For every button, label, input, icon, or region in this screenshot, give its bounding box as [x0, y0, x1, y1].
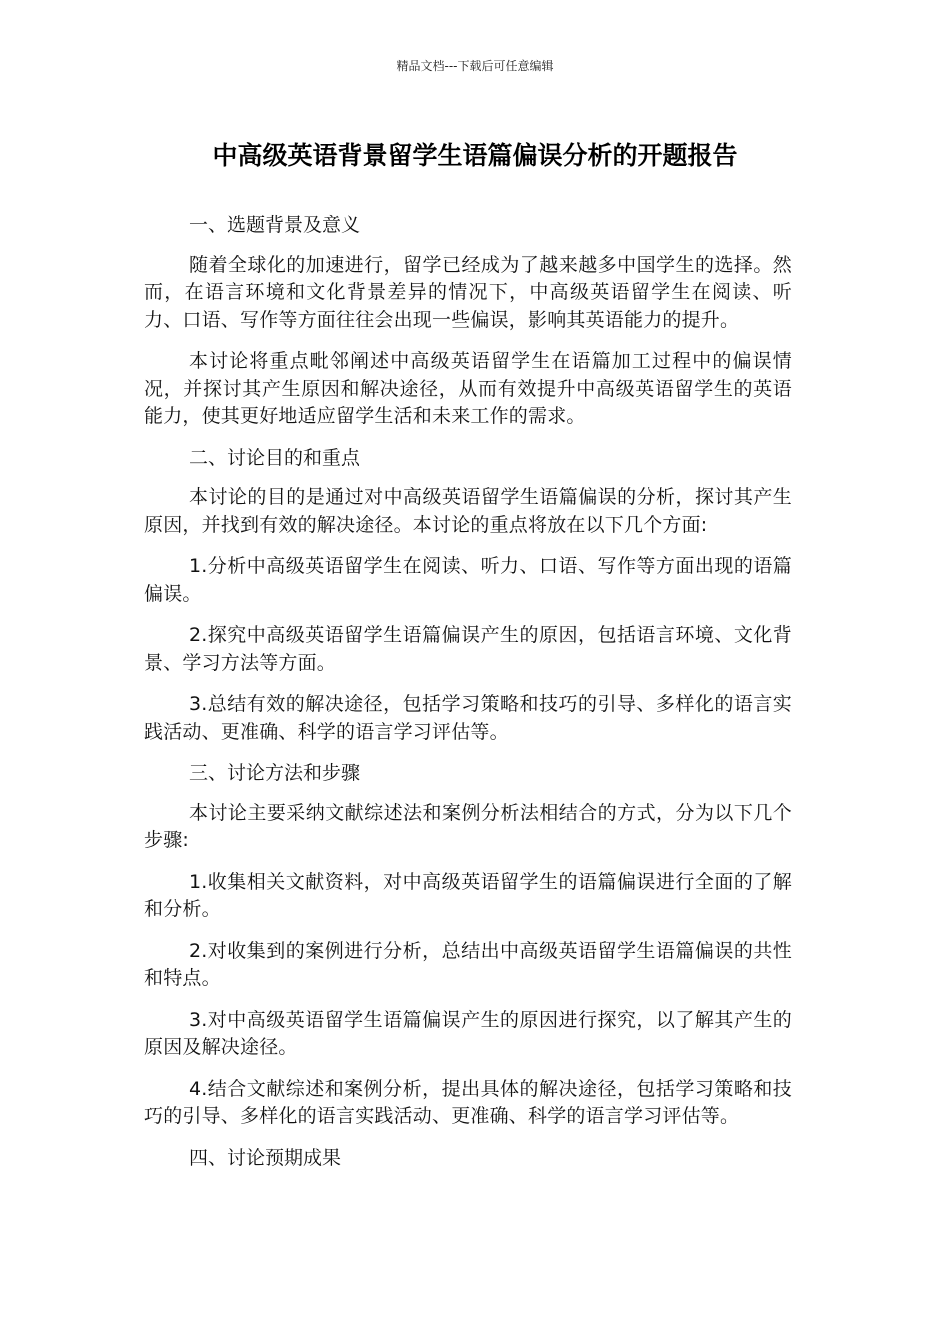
document-body — [144, 212, 792, 1184]
paragraph-background-2: 本讨论将重点毗邻阐述中高级英语留学生在语篇加工过程中的偏误情况，并探讨其产生原因和解决途径，从而有效提升中高级英语留学生的英语能力，使其更好地适应留学生活和未来工作的需求。 — [144, 350, 792, 427]
method-step-4: 4.结合文献综述和案例分析，提出具体的解决途径，包括学习策略和技巧的引导、多样化的语言实践活动、更准确、科学的语言学习评估等。 — [144, 1077, 792, 1127]
paragraph-method: 本讨论主要采纳文献综述法和案例分析法相结合的方式，分为以下几个步骤: — [144, 801, 792, 851]
paragraph-background-1: 随着全球化的加速进行，留学已经成为了越来越多中国学生的选择。然而，在语言环境和文化背景差异的情况下，中高级英语留学生在阅读、听力、口语、写作等方面往往会出现一些偏误，影响其英语能力的提升。 — [144, 253, 792, 331]
section-heading-background: 一、选题背景及意义 — [189, 214, 361, 236]
section-heading-method: 三、讨论方法和步骤 — [189, 762, 361, 784]
page-header: 精品文档---下载后可任意编辑 — [396, 59, 554, 73]
method-step-1: 1.收集相关文献资料，对中高级英语留学生的语篇偏误进行全面的了解和分析。 — [144, 870, 792, 920]
method-step-2: 2.对收集到的案例进行分析，总结出中高级英语留学生语篇偏误的共性和特点。 — [144, 939, 792, 989]
paragraph-purpose: 本讨论的目的是通过对中高级英语留学生语篇偏误的分析，探讨其产生原因，并找到有效的解决途径。本讨论的重点将放在以下几个方面: — [144, 486, 792, 536]
method-step-3: 3.对中高级英语留学生语篇偏误产生的原因进行探究，以了解其产生的原因及解决途径。 — [144, 1008, 792, 1058]
section-heading-outcomes: 四、讨论预期成果 — [189, 1146, 342, 1169]
document-title: 中高级英语背景留学生语篇偏误分析的开题报告 — [212, 141, 738, 170]
section-heading-purpose: 二、讨论目的和重点 — [189, 446, 361, 469]
purpose-item-2: 2.探究中高级英语留学生语篇偏误产生的原因，包括语言环境、文化背景、学习方法等方面。 — [144, 624, 792, 674]
purpose-item-1: 1.分析中高级英语留学生在阅读、听力、口语、写作等方面出现的语篇偏误。 — [144, 555, 792, 605]
purpose-item-3: 3.总结有效的解决途径，包括学习策略和技巧的引导、多样化的语言实践活动、更准确、科学的语言学习评估等。 — [144, 693, 792, 743]
